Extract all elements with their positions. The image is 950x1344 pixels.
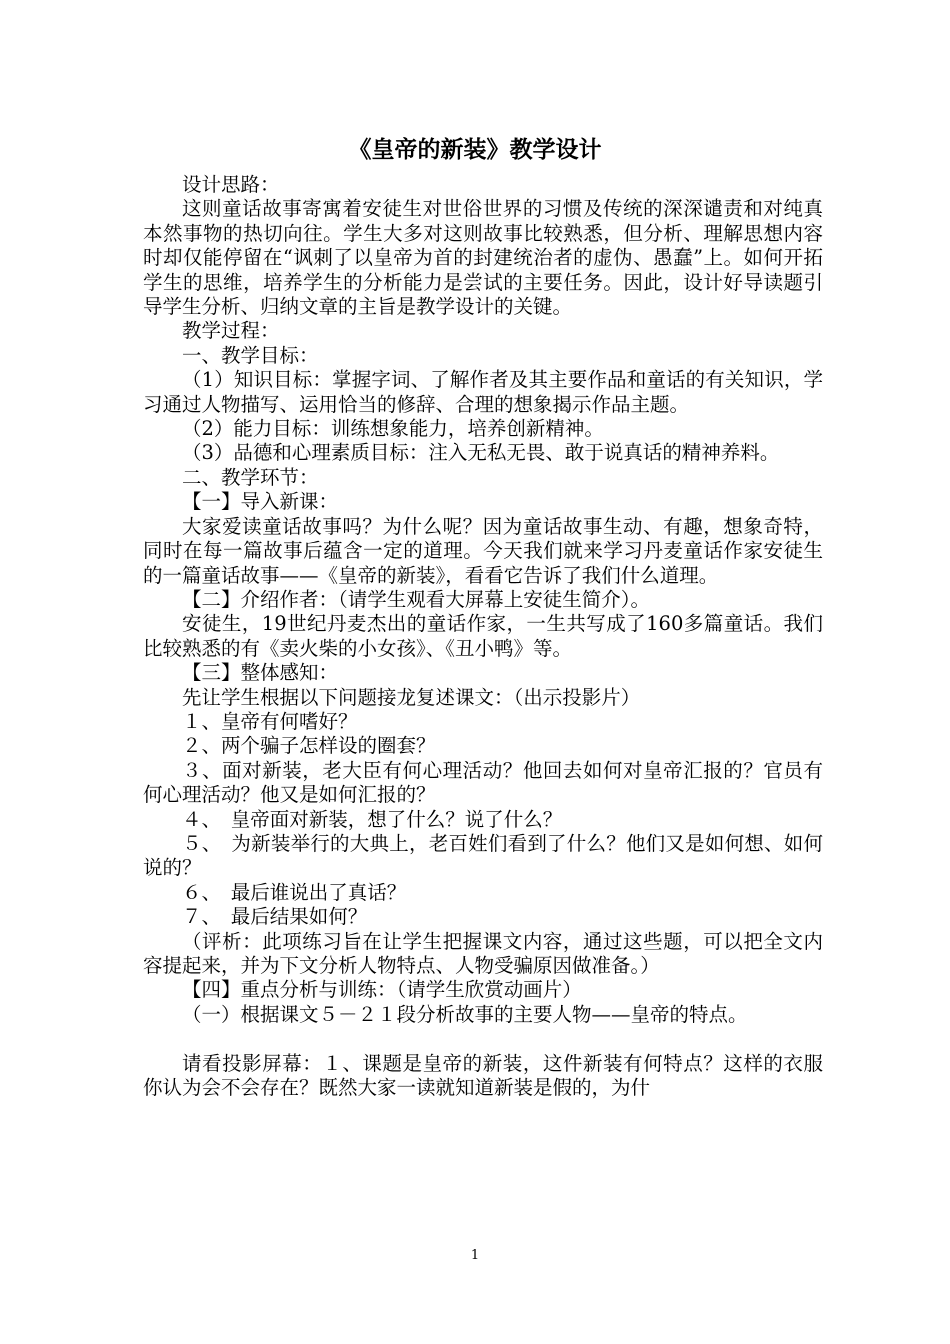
paragraph: 先让学生根据以下问题接龙复述课文：（出示投影片） bbox=[182, 685, 641, 709]
blank-line bbox=[143, 1027, 823, 1051]
paragraph: 设计思路： bbox=[182, 173, 280, 196]
paragraph: 【一】导入新课： bbox=[182, 490, 339, 514]
paragraph: 大家爱读童话故事吗？为什么呢？因为童话故事生动、有趣，想象奇特，同时在每一篇故事后蕴含一定的道理。今天我们就来学习丹麦童话作家安徒生的一篇童话故事——《皇帝的新装》，看看它告诉了我们什么道理。 bbox=[143, 514, 823, 587]
paragraph: （2）能力目标：训练想象能力，培养创新精神。 bbox=[182, 417, 604, 441]
paragraph: （1）知识目标：掌握字词、了解作者及其主要作品和童话的有关知识，学习通过人物描写、运用恰当的修辞、合理的想象揭示作品主题。 bbox=[143, 368, 823, 416]
paragraph: ２、两个骗子怎样设的圈套？ bbox=[182, 734, 436, 758]
paragraph: 这则童话故事寄寓着安徒生对世俗世界的习惯及传统的深深谴责和对纯真本然事物的热切向往。学生大多对这则故事比较熟悉，但分析、理解思想内容时却仅能停留在“讽刺了以皇帝为首的封建统治者的虚伪、愚蠢”上。如何开拓学生的思维，培养学生的分析能力是尝试的主要任务。因此，设计好导读题引导学生分析、归纳文章的主旨是教学设计的关键。 bbox=[143, 197, 823, 319]
paragraph: （3）品德和心理素质目标：注入无私无畏、敢于说真话的精神养料。 bbox=[182, 441, 780, 465]
paragraph: 请看投影屏幕：１、课题是皇帝的新装，这件新装有何特点？这样的衣服你认为会不会存在？既然大家一读就知道新装是假的，为什 bbox=[143, 1051, 823, 1100]
paragraph: 【四】重点分析与训练：（请学生欣赏动画片） bbox=[182, 978, 582, 1002]
paragraph: （评析：此项练习旨在让学生把握课文内容，通过这些题，可以把全文内容提起来，并为下文分析人物特点、人物受骗原因做准备。） bbox=[143, 929, 823, 977]
paragraph: ５、 为新装举行的大典上，老百姓们看到了什么？他们又是如何想、如何说的？ bbox=[143, 831, 823, 880]
paragraph: 【三】整体感知： bbox=[182, 661, 339, 685]
paragraph: 一、教学目标： bbox=[182, 343, 319, 367]
paragraph: ４、 皇帝面对新装，想了什么？说了什么？ bbox=[182, 807, 563, 831]
document-title: 《皇帝的新装》教学设计 bbox=[348, 137, 602, 163]
paragraph: ３、面对新装，老大臣有何心理活动？他回去如何对皇帝汇报的？官员有何心理活动？他又是如何汇报的？ bbox=[143, 758, 823, 807]
page-number: 1 bbox=[470, 1248, 480, 1263]
paragraph: 安徒生，19世纪丹麦杰出的童话作家，一生共写成了160多篇童话。我们比较熟悉的有《卖火柴的小女孩》、《丑小鸭》等。 bbox=[143, 612, 823, 660]
paragraph: 教学过程： bbox=[182, 319, 280, 343]
paragraph: 二、教学环节： bbox=[182, 465, 319, 489]
paragraph: ７、 最后结果如何？ bbox=[182, 905, 368, 929]
paragraph: ６、 最后谁说出了真话？ bbox=[182, 880, 407, 904]
paragraph: １、皇帝有何嗜好？ bbox=[182, 709, 358, 733]
document-body bbox=[143, 173, 823, 1100]
paragraph: （一）根据课文５－２１段分析故事的主要人物——皇帝的特点。 bbox=[182, 1002, 748, 1026]
paragraph: 【二】介绍作者：（请学生观看大屏幕上安徒生简介）。 bbox=[182, 587, 651, 611]
